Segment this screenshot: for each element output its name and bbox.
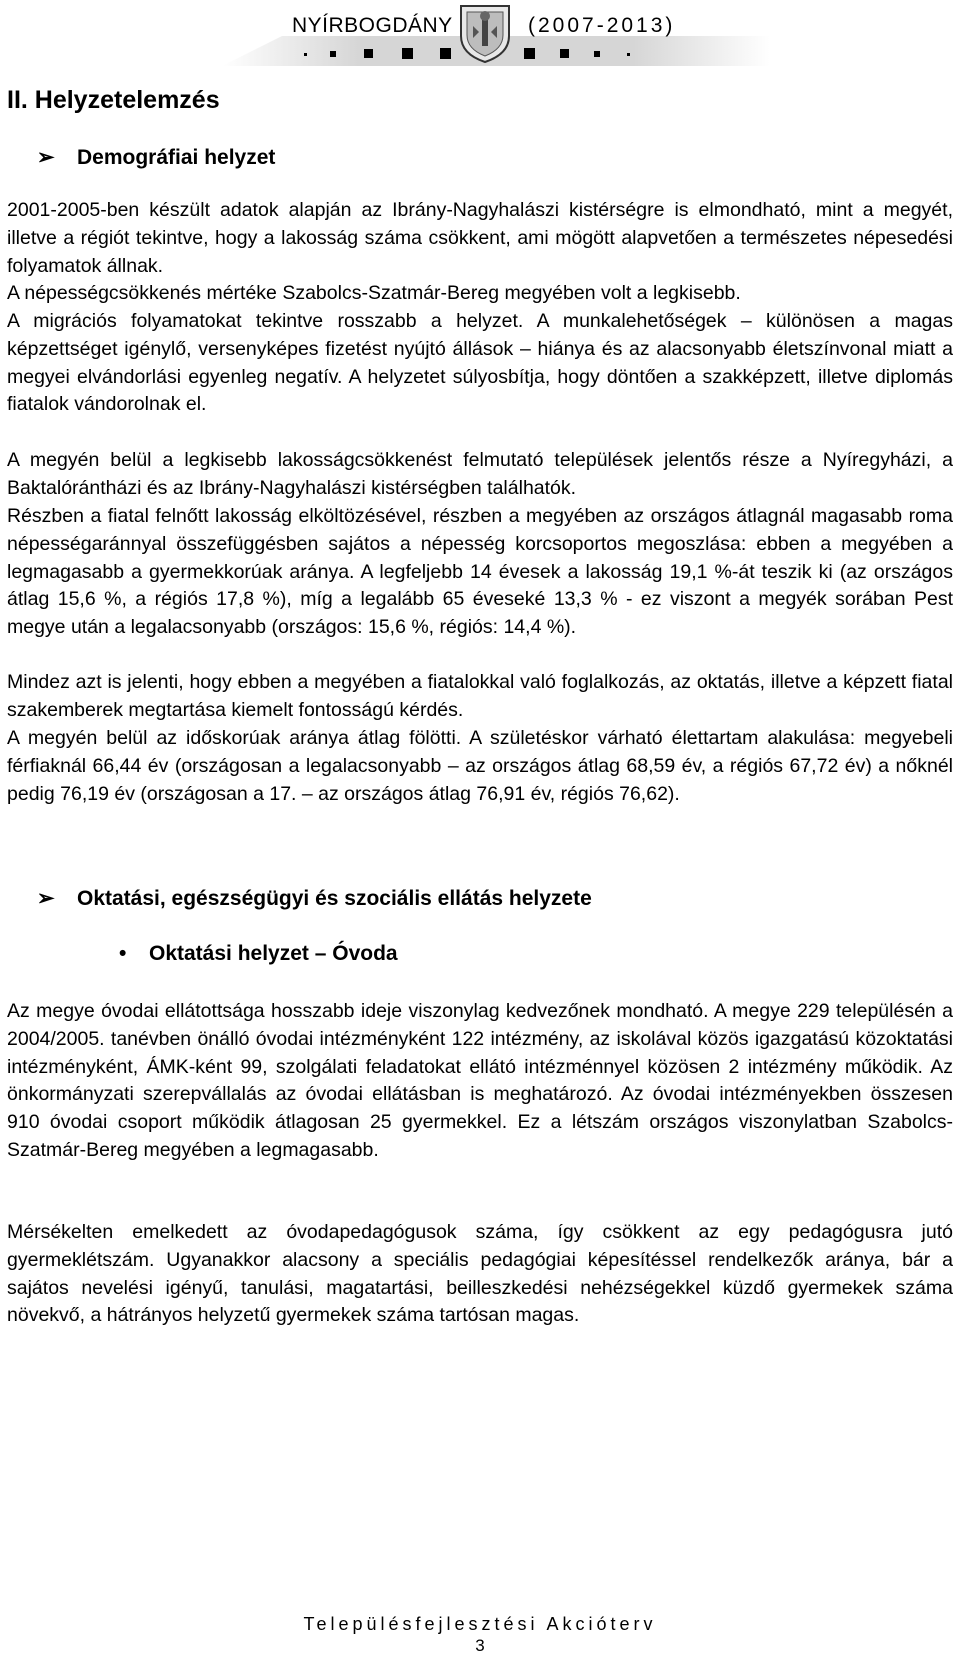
demography-paragraph-6: Mindez azt is jelenti, hogy ebben a megyében a fiatalokkal való foglalkozás, az oktatás, illetve a képzett fiatal szakemberek megtartása kiemelt fontosságú kérdés. [7,671,953,721]
care-subheading: Oktatási helyzet – Óvoda [149,942,398,965]
page-number: 3 [475,1636,485,1655]
demography-paragraph-5: Részben a fiatal felnőtt lakosság elköltözésével, részben a megyében az országos átlagnál magasabb roma népességaránnyal összefüggésben sajátos a népesség korcsoportos megoszlása: ebben a megyében a legmagasabb a gyermekkorúak aránya. A legfeljebb 14 évesek a lakosság 19,1 %-át teszik ki (az országos átlag 15,6 %, a régiós 17,8 %), míg a legalább 65 éveseké 13,3 % - ez viszont a megyék sorában Pest megye után a legalacsonyabb (országos: 15,6 %, régiós: 14,4 %). [7,505,953,639]
demography-heading-row [7,145,275,170]
header-place: NYÍRBOGDÁNY [292,14,453,37]
arrow-bullet-icon: ➢ [37,146,55,169]
footer-title: Településfejlesztési Akcióterv [303,1614,657,1634]
care-subheading-row [7,942,398,966]
demography-paragraph-1: 2001-2005-ben készült adatok alapján az Ibrány-Nagyhalászi kistérségre is elmondható, mint a megyét, illetve a régiót tekintve, hogy a lakosság száma csökkent, ami mögött alapvetően a természetes népesedési folyamatok állnak. [7,199,953,277]
care-paragraph-1: Az megye óvodai ellátottsága hosszabb ideje viszonylag kedvezőnek mondható. A megye 229 településén a 2004/2005. tanévben önálló óvodai intézményként 122 intézmény, az iskolával közös igazgatású közoktatási intézményként, ÁMK-ként 99, szolgálati feladatokat ellátó intézménnyel közösen 2 intézmény működik. Az önkormányzati szerepvállalás az óvodai ellátásban is meghatározó. Az óvodai intézményekben összesen 910 óvodai csoport működik átlagosan 25 gyermekkel. Ez a létszám országos viszonylatban Szabolcs-Szatmár-Bereg megyében a legmagasabb. [7,1000,953,1161]
care-paragraph-2: Mérsékelten emelkedett az óvodapedagógusok száma, így csökkent az egy pedagógusra jutó gyermeklétszám. Ugyanakkor alacsony a speciális pedagógiai képesítéssel rendelkezők aránya, bár a sajátos nevelési igényű, tanulási, magatartási, beilleszkedési nehézségekkel küzdő gyermekek száma növekvő, a hátrányos helyzetű gyermekek száma tartósan magas. [7,1221,953,1327]
demography-paragraph-4: A megyén belül a legkisebb lakosságcsökkenést felmutató települések jelentős része a Nyíregyházi, a Baktalórántházi és az Ibrány-Nagyhalászi kistérségben találhatók. [7,449,953,499]
demography-heading: Demográfiai helyzet [77,146,276,169]
demography-paragraph-7: A megyén belül az időskorúak aránya átlag fölötti. A születéskor várható élettartam alakulása: megyebeli férfiaknál 66,44 év (országosan a legalacsonyabb – az országos átlag 68,59 év, a régiós 67,72 év) a nőknél pedig 76,19 év (országosan a 17. – az országos átlag 76,91 év, régiós 76,62). [7,727,953,805]
header-years: (2007-2013) [528,14,676,37]
arrow-bullet-icon: ➢ [37,887,55,910]
demography-paragraph-2: A népességcsökkenés mértéke Szabolcs-Szatmár-Bereg megyében volt a legkisebb. [7,282,741,304]
round-bullet-icon: • [119,942,127,965]
care-heading-row [7,886,592,911]
section-title: II. Helyzetelemzés [7,86,220,114]
coat-of-arms-icon [455,2,515,64]
demography-paragraph-3: A migrációs folyamatokat tekintve rosszabb a helyzet. A munkalehetőségek – különösen a magas képzettséget igénylő, versenyképes fizetést nyújtó állások – hiánya és az alacsonyabb életszínvonal miatt a megyei elvándorlási egyenleg negatív. A helyzetet súlyosbítja, hogy döntően a szakképzett, illetve diplomás fiatalok vándorolnak el. [7,310,953,416]
care-heading: Oktatási, egészségügyi és szociális ellátás helyzete [77,887,592,910]
